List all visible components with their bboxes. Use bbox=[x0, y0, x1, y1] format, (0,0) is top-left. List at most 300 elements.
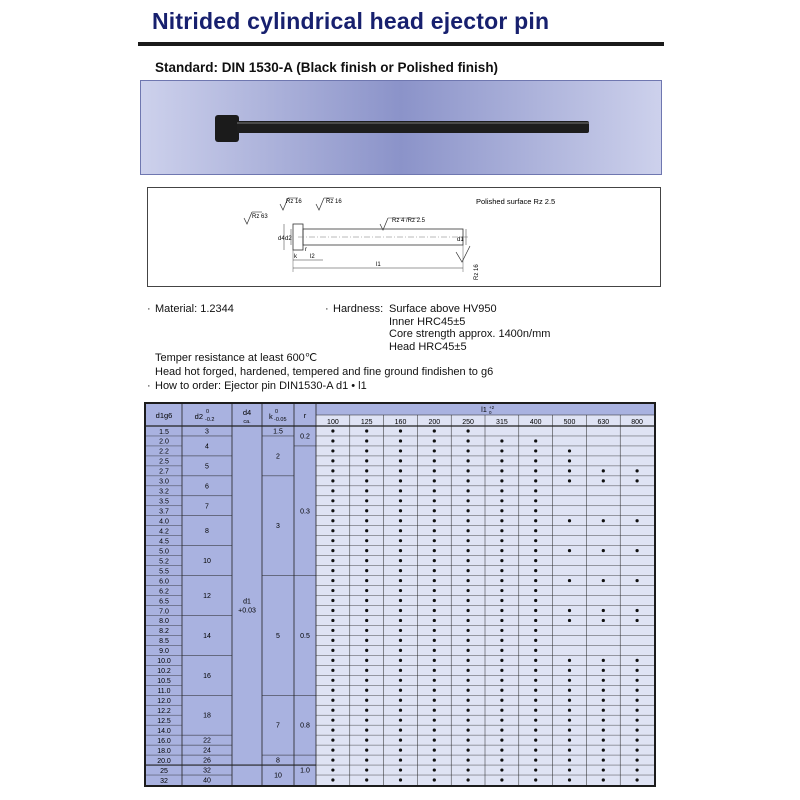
header-k: k bbox=[269, 412, 273, 421]
availability-dot bbox=[500, 729, 503, 732]
availability-dot bbox=[331, 619, 334, 622]
availability-dot bbox=[568, 768, 571, 771]
d2-cell: 6 bbox=[205, 483, 209, 491]
availability-dot bbox=[365, 629, 368, 632]
length-header: 100 bbox=[327, 419, 339, 426]
availability-dot bbox=[399, 449, 402, 452]
availability-dot bbox=[568, 709, 571, 712]
availability-dot bbox=[602, 778, 605, 781]
availability-dot bbox=[534, 629, 537, 632]
availability-dot bbox=[331, 739, 334, 742]
d2-cell: 18 bbox=[203, 712, 211, 720]
availability-dot bbox=[467, 459, 470, 462]
d1-cell: 4.2 bbox=[159, 528, 169, 536]
availability-dot bbox=[331, 719, 334, 722]
availability-dot bbox=[568, 729, 571, 732]
availability-dot bbox=[534, 609, 537, 612]
d2-cell: 16 bbox=[203, 672, 211, 680]
availability-dot bbox=[636, 679, 639, 682]
availability-dot bbox=[602, 659, 605, 662]
availability-dot bbox=[399, 499, 402, 502]
availability-dot bbox=[534, 689, 537, 692]
availability-dot bbox=[365, 758, 368, 761]
availability-dot bbox=[500, 748, 503, 751]
availability-dot bbox=[568, 469, 571, 472]
availability-dot bbox=[399, 579, 402, 582]
availability-dot bbox=[568, 679, 571, 682]
hardness-surface: Surface above HV950 bbox=[389, 303, 497, 315]
availability-dot bbox=[467, 569, 470, 572]
d1-cell: 6.2 bbox=[159, 588, 169, 596]
availability-dot bbox=[331, 579, 334, 582]
availability-dot bbox=[331, 509, 334, 512]
hardness-label: Hardness: bbox=[333, 303, 384, 315]
availability-dot bbox=[433, 768, 436, 771]
availability-dot bbox=[568, 778, 571, 781]
title-rule bbox=[138, 42, 664, 46]
d2-cell: 26 bbox=[203, 757, 211, 765]
pin-highlight bbox=[237, 122, 589, 124]
availability-dot bbox=[433, 649, 436, 652]
availability-dot bbox=[467, 619, 470, 622]
d4-cell-tolerance: +0.03 bbox=[238, 607, 256, 615]
availability-dot bbox=[467, 679, 470, 682]
availability-dot bbox=[433, 569, 436, 572]
rz-symbol-d bbox=[380, 218, 388, 230]
drawing-svg bbox=[148, 188, 660, 286]
availability-dot bbox=[331, 609, 334, 612]
availability-dot bbox=[365, 529, 368, 532]
availability-dot bbox=[500, 479, 503, 482]
availability-dot bbox=[399, 439, 402, 442]
forged-line: Head hot forged, hardened, tempered and fine ground findishen to g6 bbox=[155, 366, 494, 378]
availability-dot bbox=[534, 758, 537, 761]
availability-dot bbox=[636, 609, 639, 612]
availability-dot bbox=[534, 489, 537, 492]
availability-dot bbox=[636, 669, 639, 672]
polished-surface-label: Polished surface Rz 2.5 bbox=[476, 197, 556, 206]
availability-dot bbox=[467, 748, 470, 751]
availability-dot bbox=[433, 579, 436, 582]
availability-dot bbox=[467, 439, 470, 442]
availability-dot bbox=[365, 439, 368, 442]
availability-dot bbox=[365, 599, 368, 602]
d1-cell: 4.5 bbox=[159, 538, 169, 546]
availability-dot bbox=[602, 709, 605, 712]
availability-dot bbox=[467, 579, 470, 582]
availability-dot bbox=[399, 679, 402, 682]
availability-dot bbox=[331, 639, 334, 642]
availability-dot bbox=[636, 748, 639, 751]
availability-dot bbox=[331, 479, 334, 482]
availability-dot bbox=[433, 709, 436, 712]
length-header: 200 bbox=[428, 419, 441, 426]
availability-dot bbox=[433, 689, 436, 692]
availability-dot bbox=[331, 499, 334, 502]
header-d4-sub: ca. bbox=[243, 419, 251, 425]
k-label: k bbox=[294, 254, 297, 260]
availability-dot bbox=[433, 699, 436, 702]
availability-dot bbox=[365, 569, 368, 572]
availability-dot bbox=[467, 739, 470, 742]
availability-dot bbox=[399, 629, 402, 632]
availability-dot bbox=[399, 429, 402, 432]
availability-dot bbox=[365, 579, 368, 582]
d2-cell: 8 bbox=[205, 528, 209, 536]
availability-dot bbox=[568, 579, 571, 582]
availability-dot bbox=[365, 449, 368, 452]
availability-dot bbox=[433, 589, 436, 592]
availability-dot bbox=[534, 768, 537, 771]
availability-dot bbox=[467, 509, 470, 512]
d1-cell: 1.5 bbox=[159, 428, 169, 436]
length-header: 160 bbox=[394, 419, 407, 426]
availability-dot bbox=[602, 758, 605, 761]
availability-dot bbox=[534, 649, 537, 652]
availability-dot bbox=[399, 768, 402, 771]
d1-cell: 11.0 bbox=[157, 688, 171, 696]
availability-dot bbox=[365, 768, 368, 771]
availability-dot bbox=[433, 519, 436, 522]
rz16-label-b: Rz 16 bbox=[326, 199, 342, 205]
header-l1-sub: 0 bbox=[489, 410, 492, 415]
availability-dot bbox=[433, 429, 436, 432]
length-header: 630 bbox=[597, 419, 610, 426]
availability-dot bbox=[636, 659, 639, 662]
bullet-icon: · bbox=[325, 303, 329, 315]
availability-dot bbox=[602, 579, 605, 582]
availability-dot bbox=[399, 778, 402, 781]
dimension-table bbox=[144, 402, 656, 787]
availability-dot bbox=[365, 429, 368, 432]
d4-cell: d1 bbox=[243, 598, 251, 606]
availability-dot bbox=[467, 429, 470, 432]
availability-dot bbox=[331, 778, 334, 781]
availability-dot bbox=[534, 719, 537, 722]
availability-dot bbox=[534, 709, 537, 712]
availability-dot bbox=[399, 758, 402, 761]
availability-dot bbox=[331, 489, 334, 492]
availability-dot bbox=[602, 669, 605, 672]
availability-dot bbox=[534, 579, 537, 582]
availability-dot bbox=[568, 689, 571, 692]
availability-dot bbox=[500, 669, 503, 672]
availability-dot bbox=[467, 469, 470, 472]
availability-dot bbox=[636, 709, 639, 712]
availability-dot bbox=[331, 529, 334, 532]
availability-dot bbox=[365, 459, 368, 462]
availability-dot bbox=[500, 439, 503, 442]
availability-dot bbox=[602, 719, 605, 722]
availability-dot bbox=[365, 549, 368, 552]
availability-dot bbox=[534, 459, 537, 462]
availability-dot bbox=[534, 449, 537, 452]
availability-dot bbox=[399, 609, 402, 612]
d1-cell: 18.0 bbox=[157, 747, 171, 755]
availability-dot bbox=[399, 659, 402, 662]
header-l1: l1 bbox=[481, 405, 487, 414]
availability-dot bbox=[365, 639, 368, 642]
availability-dot bbox=[467, 639, 470, 642]
availability-dot bbox=[433, 719, 436, 722]
d1-cell: 20.0 bbox=[157, 757, 171, 765]
availability-dot bbox=[568, 609, 571, 612]
availability-dot bbox=[467, 669, 470, 672]
d1-cell: 10.5 bbox=[157, 678, 171, 686]
availability-dot bbox=[399, 709, 402, 712]
d1-cell: 32 bbox=[160, 777, 168, 785]
bullet-icon: · bbox=[147, 303, 151, 315]
d2-cell: 12 bbox=[203, 593, 211, 601]
availability-dot bbox=[365, 499, 368, 502]
k-cell: 1.5 bbox=[273, 428, 283, 436]
d1-cell: 7.0 bbox=[159, 608, 169, 616]
availability-dot bbox=[568, 748, 571, 751]
availability-dot bbox=[433, 509, 436, 512]
hardness-head: Head HRC45±5 bbox=[389, 340, 467, 353]
d2-cell: 32 bbox=[203, 767, 211, 775]
availability-dot bbox=[433, 489, 436, 492]
availability-dot bbox=[331, 439, 334, 442]
availability-dot bbox=[433, 499, 436, 502]
material-text: Material: 1.2344 bbox=[155, 303, 234, 315]
availability-dot bbox=[500, 639, 503, 642]
availability-dot bbox=[534, 479, 537, 482]
availability-dot bbox=[399, 689, 402, 692]
r-label: r bbox=[305, 247, 307, 253]
availability-dot bbox=[331, 589, 334, 592]
length-header: 315 bbox=[496, 419, 508, 426]
availability-dot bbox=[433, 659, 436, 662]
material-line bbox=[147, 303, 234, 316]
availability-dot bbox=[433, 599, 436, 602]
availability-dot bbox=[500, 679, 503, 682]
availability-dot bbox=[534, 549, 537, 552]
availability-dot bbox=[399, 539, 402, 542]
availability-dot bbox=[433, 748, 436, 751]
availability-dot bbox=[433, 729, 436, 732]
availability-dot bbox=[636, 469, 639, 472]
length-header: 125 bbox=[360, 419, 373, 426]
availability-dot bbox=[399, 599, 402, 602]
availability-dot bbox=[331, 559, 334, 562]
availability-dot bbox=[433, 758, 436, 761]
availability-dot bbox=[568, 619, 571, 622]
availability-dot bbox=[534, 559, 537, 562]
rz-symbol-c bbox=[244, 212, 252, 224]
availability-dot bbox=[399, 748, 402, 751]
availability-dot bbox=[331, 729, 334, 732]
header-d2-sub: -0.2 bbox=[205, 417, 215, 423]
d1-cell: 4.0 bbox=[159, 518, 169, 526]
availability-dot bbox=[331, 699, 334, 702]
d2-cell: 7 bbox=[205, 503, 209, 511]
availability-dot bbox=[433, 619, 436, 622]
availability-dot bbox=[602, 679, 605, 682]
k-cell: 7 bbox=[276, 722, 280, 730]
availability-dot bbox=[399, 559, 402, 562]
header-k-sub: -0.05 bbox=[274, 417, 287, 423]
availability-dot bbox=[433, 559, 436, 562]
availability-dot bbox=[568, 549, 571, 552]
r-cell: 0.2 bbox=[300, 433, 310, 441]
length-header: 250 bbox=[462, 419, 474, 426]
availability-dot bbox=[331, 459, 334, 462]
availability-dot bbox=[500, 549, 503, 552]
availability-dot bbox=[331, 549, 334, 552]
availability-dot bbox=[500, 719, 503, 722]
availability-dot bbox=[568, 449, 571, 452]
availability-dot bbox=[331, 709, 334, 712]
availability-dot bbox=[365, 659, 368, 662]
rz16-label-a: Rz 16 bbox=[286, 199, 302, 205]
d2-cell: 40 bbox=[203, 777, 211, 785]
d1-cell: 3.7 bbox=[159, 508, 169, 516]
availability-dot bbox=[568, 519, 571, 522]
availability-dot bbox=[399, 529, 402, 532]
availability-dot bbox=[365, 469, 368, 472]
availability-dot bbox=[365, 739, 368, 742]
availability-dot bbox=[568, 758, 571, 761]
availability-dot bbox=[534, 519, 537, 522]
availability-dot bbox=[365, 689, 368, 692]
availability-dot bbox=[399, 469, 402, 472]
availability-dot bbox=[534, 778, 537, 781]
length-header: 500 bbox=[563, 419, 576, 426]
availability-dot bbox=[399, 549, 402, 552]
d1-cell: 2.0 bbox=[159, 438, 169, 446]
availability-dot bbox=[467, 778, 470, 781]
availability-dot bbox=[534, 439, 537, 442]
availability-dot bbox=[399, 589, 402, 592]
availability-dot bbox=[467, 449, 470, 452]
length-header: 800 bbox=[631, 419, 643, 426]
d1-cell: 10.0 bbox=[157, 658, 171, 666]
availability-dot bbox=[399, 719, 402, 722]
d2-cell: 3 bbox=[205, 428, 209, 436]
technical-drawing bbox=[147, 187, 661, 287]
temper-line: Temper resistance at least 600℃ bbox=[155, 352, 318, 364]
availability-dot bbox=[467, 559, 470, 562]
availability-dot bbox=[636, 579, 639, 582]
availability-dot bbox=[467, 729, 470, 732]
product-photo bbox=[140, 80, 662, 175]
availability-dot bbox=[365, 729, 368, 732]
availability-dot bbox=[568, 739, 571, 742]
pin-head bbox=[215, 115, 239, 142]
availability-dot bbox=[534, 739, 537, 742]
d1-cell: 8.2 bbox=[159, 628, 169, 636]
availability-dot bbox=[568, 669, 571, 672]
availability-dot bbox=[433, 739, 436, 742]
l2-label: l2 bbox=[310, 254, 315, 260]
availability-dot bbox=[467, 649, 470, 652]
availability-dot bbox=[602, 729, 605, 732]
availability-dot bbox=[534, 529, 537, 532]
availability-dot bbox=[331, 469, 334, 472]
availability-dot bbox=[500, 758, 503, 761]
d1-cell: 16.0 bbox=[157, 737, 171, 745]
d1-cell: 5.2 bbox=[159, 558, 169, 566]
availability-dot bbox=[500, 609, 503, 612]
availability-dot bbox=[500, 449, 503, 452]
order-text: How to order: Ejector pin DIN1530-A d1 • l1 bbox=[155, 380, 367, 392]
availability-dot bbox=[467, 489, 470, 492]
r-cell: 0.3 bbox=[300, 508, 310, 516]
availability-dot bbox=[500, 778, 503, 781]
order-line bbox=[147, 380, 367, 393]
standard-text: Standard: DIN 1530-A (Black finish or Polished finish) bbox=[155, 60, 499, 75]
availability-dot bbox=[602, 768, 605, 771]
availability-dot bbox=[500, 519, 503, 522]
availability-dot bbox=[467, 689, 470, 692]
availability-dot bbox=[602, 699, 605, 702]
availability-dot bbox=[534, 669, 537, 672]
k-cell: 10 bbox=[274, 772, 282, 780]
availability-dot bbox=[500, 629, 503, 632]
availability-dot bbox=[467, 599, 470, 602]
d2-cell: 5 bbox=[205, 463, 209, 471]
d1-cell: 8.0 bbox=[159, 618, 169, 626]
availability-dot bbox=[331, 629, 334, 632]
availability-dot bbox=[500, 659, 503, 662]
hardness-label-line bbox=[325, 303, 383, 316]
availability-dot bbox=[433, 639, 436, 642]
d2-cell: 14 bbox=[203, 632, 211, 640]
availability-dot bbox=[500, 619, 503, 622]
availability-dot bbox=[331, 659, 334, 662]
page-title: Nitrided cylindrical head ejector pin bbox=[152, 8, 550, 34]
rz4-label: Rz 4 /Rz 2.5 bbox=[392, 218, 426, 224]
hardness-core: Core strength approx. 1400n/mm bbox=[389, 328, 551, 340]
header-k-sup: 0 bbox=[275, 409, 279, 415]
availability-dot bbox=[399, 479, 402, 482]
k-cell: 2 bbox=[276, 453, 280, 461]
availability-dot bbox=[534, 639, 537, 642]
availability-dot bbox=[433, 629, 436, 632]
availability-dot bbox=[365, 539, 368, 542]
header-r: r bbox=[303, 411, 307, 420]
availability-dot bbox=[602, 479, 605, 482]
availability-dot bbox=[500, 459, 503, 462]
availability-dot bbox=[467, 539, 470, 542]
availability-dot bbox=[365, 748, 368, 751]
d1-cell: 5.0 bbox=[159, 548, 169, 556]
bullet-icon: · bbox=[147, 380, 151, 392]
d1-cell: 6.5 bbox=[159, 598, 169, 606]
availability-dot bbox=[365, 699, 368, 702]
hardness-values bbox=[389, 303, 550, 353]
d1-cell: 3.5 bbox=[159, 498, 169, 506]
availability-dot bbox=[636, 758, 639, 761]
d2-cell: 22 bbox=[203, 737, 211, 745]
availability-dot bbox=[500, 689, 503, 692]
availability-dot bbox=[534, 509, 537, 512]
availability-dot bbox=[636, 519, 639, 522]
availability-dot bbox=[636, 699, 639, 702]
hardness-inner: Inner HRC45±5 bbox=[389, 315, 466, 328]
availability-dot bbox=[636, 739, 639, 742]
availability-dot bbox=[331, 768, 334, 771]
header-d4: d4 bbox=[242, 408, 252, 417]
availability-dot bbox=[568, 479, 571, 482]
availability-dot bbox=[534, 699, 537, 702]
availability-dot bbox=[399, 459, 402, 462]
availability-dot bbox=[399, 649, 402, 652]
availability-dot bbox=[534, 469, 537, 472]
availability-dot bbox=[467, 758, 470, 761]
d2-cell: 10 bbox=[203, 558, 211, 566]
